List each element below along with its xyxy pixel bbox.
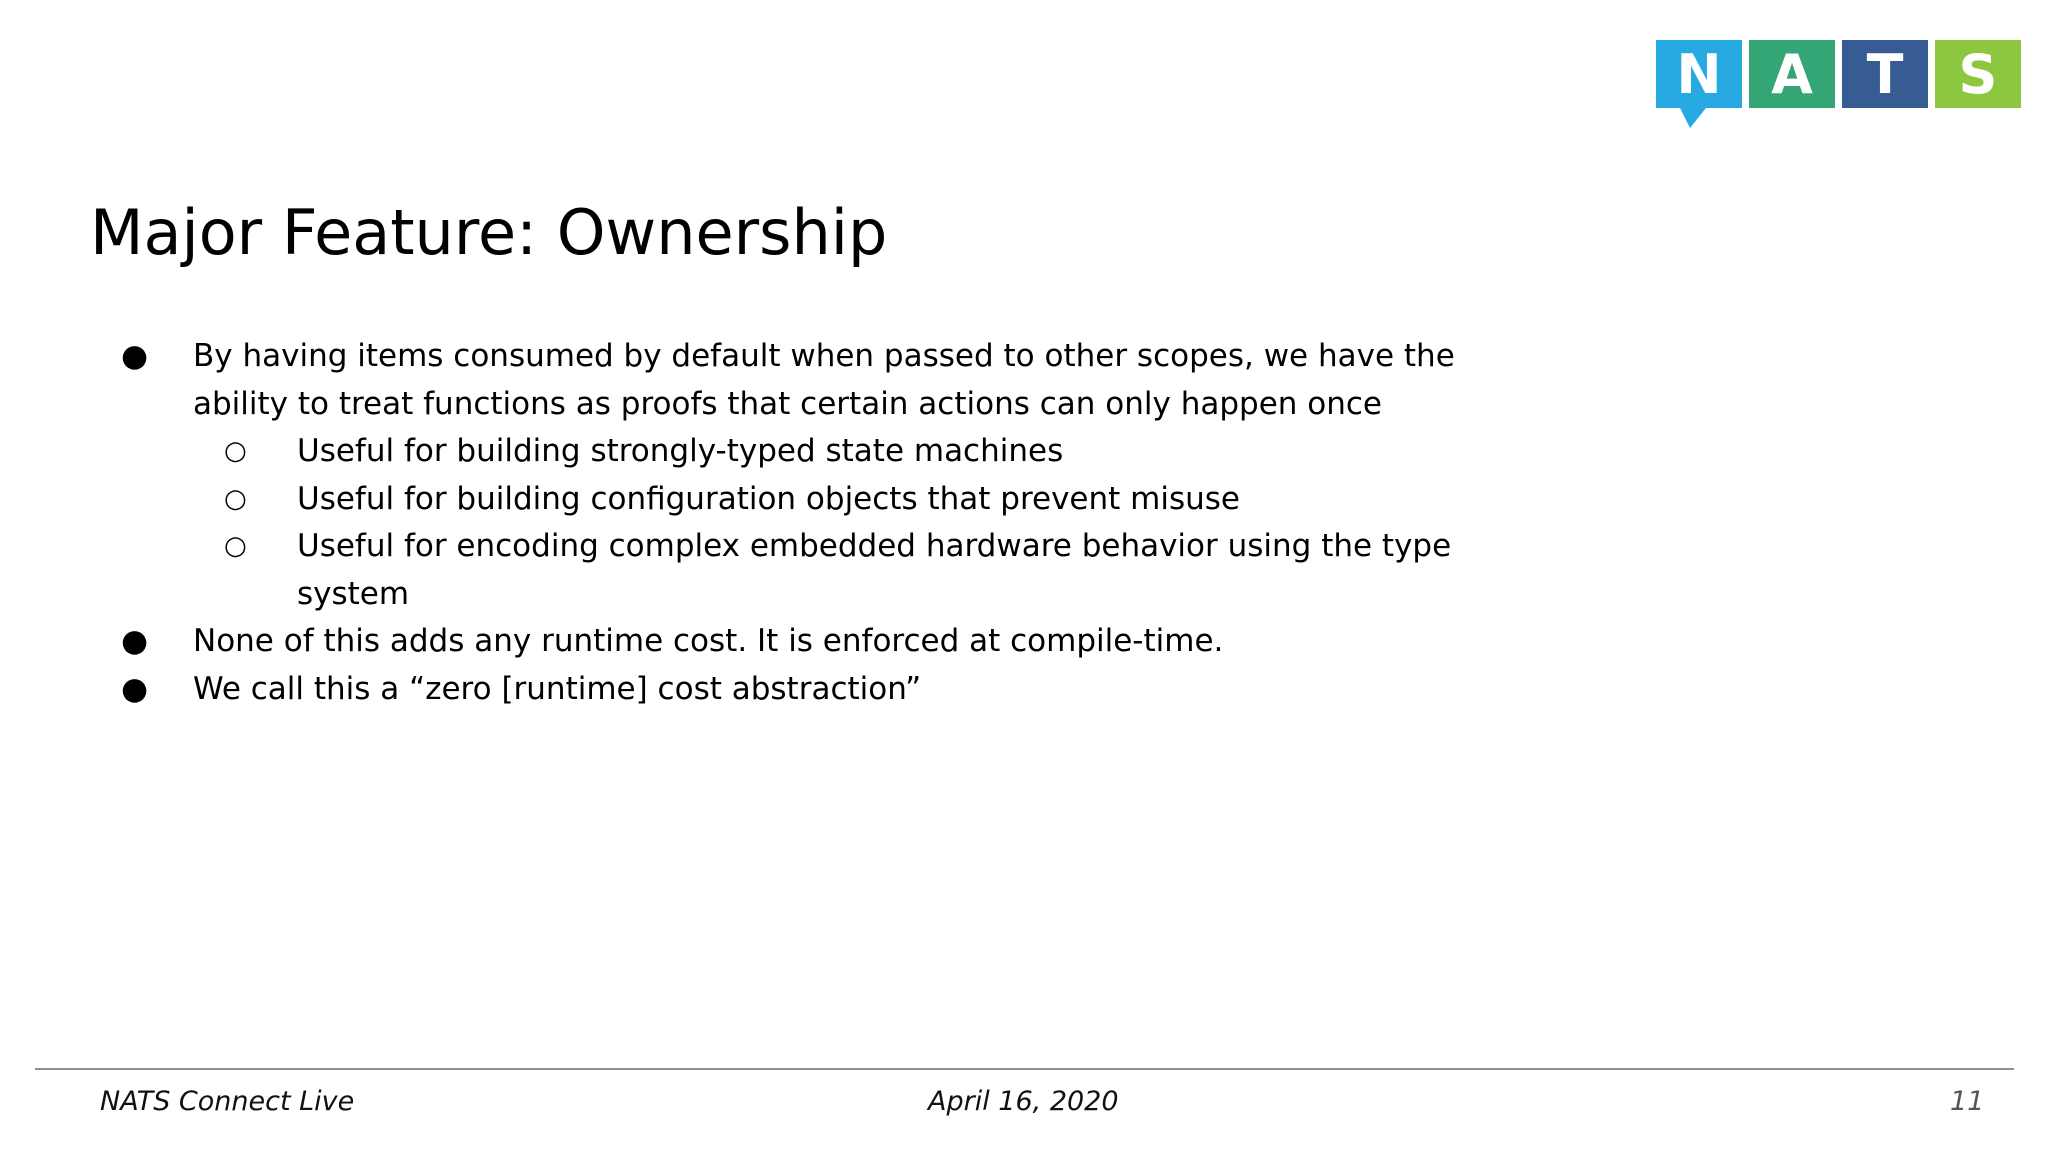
- logo-letter-t: T: [1866, 43, 1904, 106]
- bullet-line: Useful for building configuration objects that prevent misuse: [297, 480, 1240, 517]
- page-number: 11: [1950, 1086, 1985, 1117]
- bullet-line: We call this a “zero [runtime] cost abstraction”: [193, 670, 922, 707]
- bullet-marker: ●: [121, 338, 149, 374]
- bullet-line: ability to treat functions as proofs that certain actions can only happen once: [193, 385, 1383, 422]
- bullet-line: system: [297, 575, 410, 612]
- bullet-line: Useful for building strongly-typed state machines: [297, 433, 1064, 469]
- bullet-marker: ●: [121, 670, 149, 707]
- logo-tile-n: [1656, 40, 1742, 128]
- sub-bullet-item: [0, 428, 1500, 476]
- sub-bullet-marker: ○: [224, 436, 247, 466]
- bullet-line: Useful for encoding complex embedded hardware behavior using the type: [297, 528, 1452, 564]
- bullet-item: [0, 618, 1500, 666]
- bullet-item: [0, 666, 1500, 714]
- sub-bullet-marker: ○: [224, 483, 247, 514]
- footer-divider: [35, 1068, 2014, 1070]
- logo-tile-a: [1749, 40, 1835, 108]
- bullet-item: [0, 333, 1500, 428]
- sub-bullet-item: [0, 476, 1500, 524]
- bullet-line: None of this adds any runtime cost. It is enforced at compile-time.: [193, 623, 1224, 659]
- footer-date: April 16, 2020: [928, 1086, 1119, 1117]
- slide-title: Major Feature: Ownership: [90, 196, 888, 269]
- bullet-list: [0, 333, 1500, 713]
- footer-event-name: NATS Connect Live: [100, 1086, 355, 1117]
- bullet-line: By having items consumed by default when passed to other scopes, we have the: [193, 338, 1455, 374]
- logo-tile-t: [1842, 40, 1928, 108]
- logo-letter-n: N: [1676, 43, 1722, 106]
- sub-bullet-marker: ○: [224, 531, 247, 561]
- logo-tile-s: [1935, 40, 2021, 108]
- logo-letter-s: S: [1958, 43, 1998, 106]
- sub-bullet-item: [0, 523, 1500, 618]
- logo-letter-a: A: [1771, 43, 1813, 106]
- logo-speech-tail: [1680, 108, 1706, 128]
- nats-logo: [1656, 40, 2024, 130]
- bullet-marker: ●: [121, 623, 149, 659]
